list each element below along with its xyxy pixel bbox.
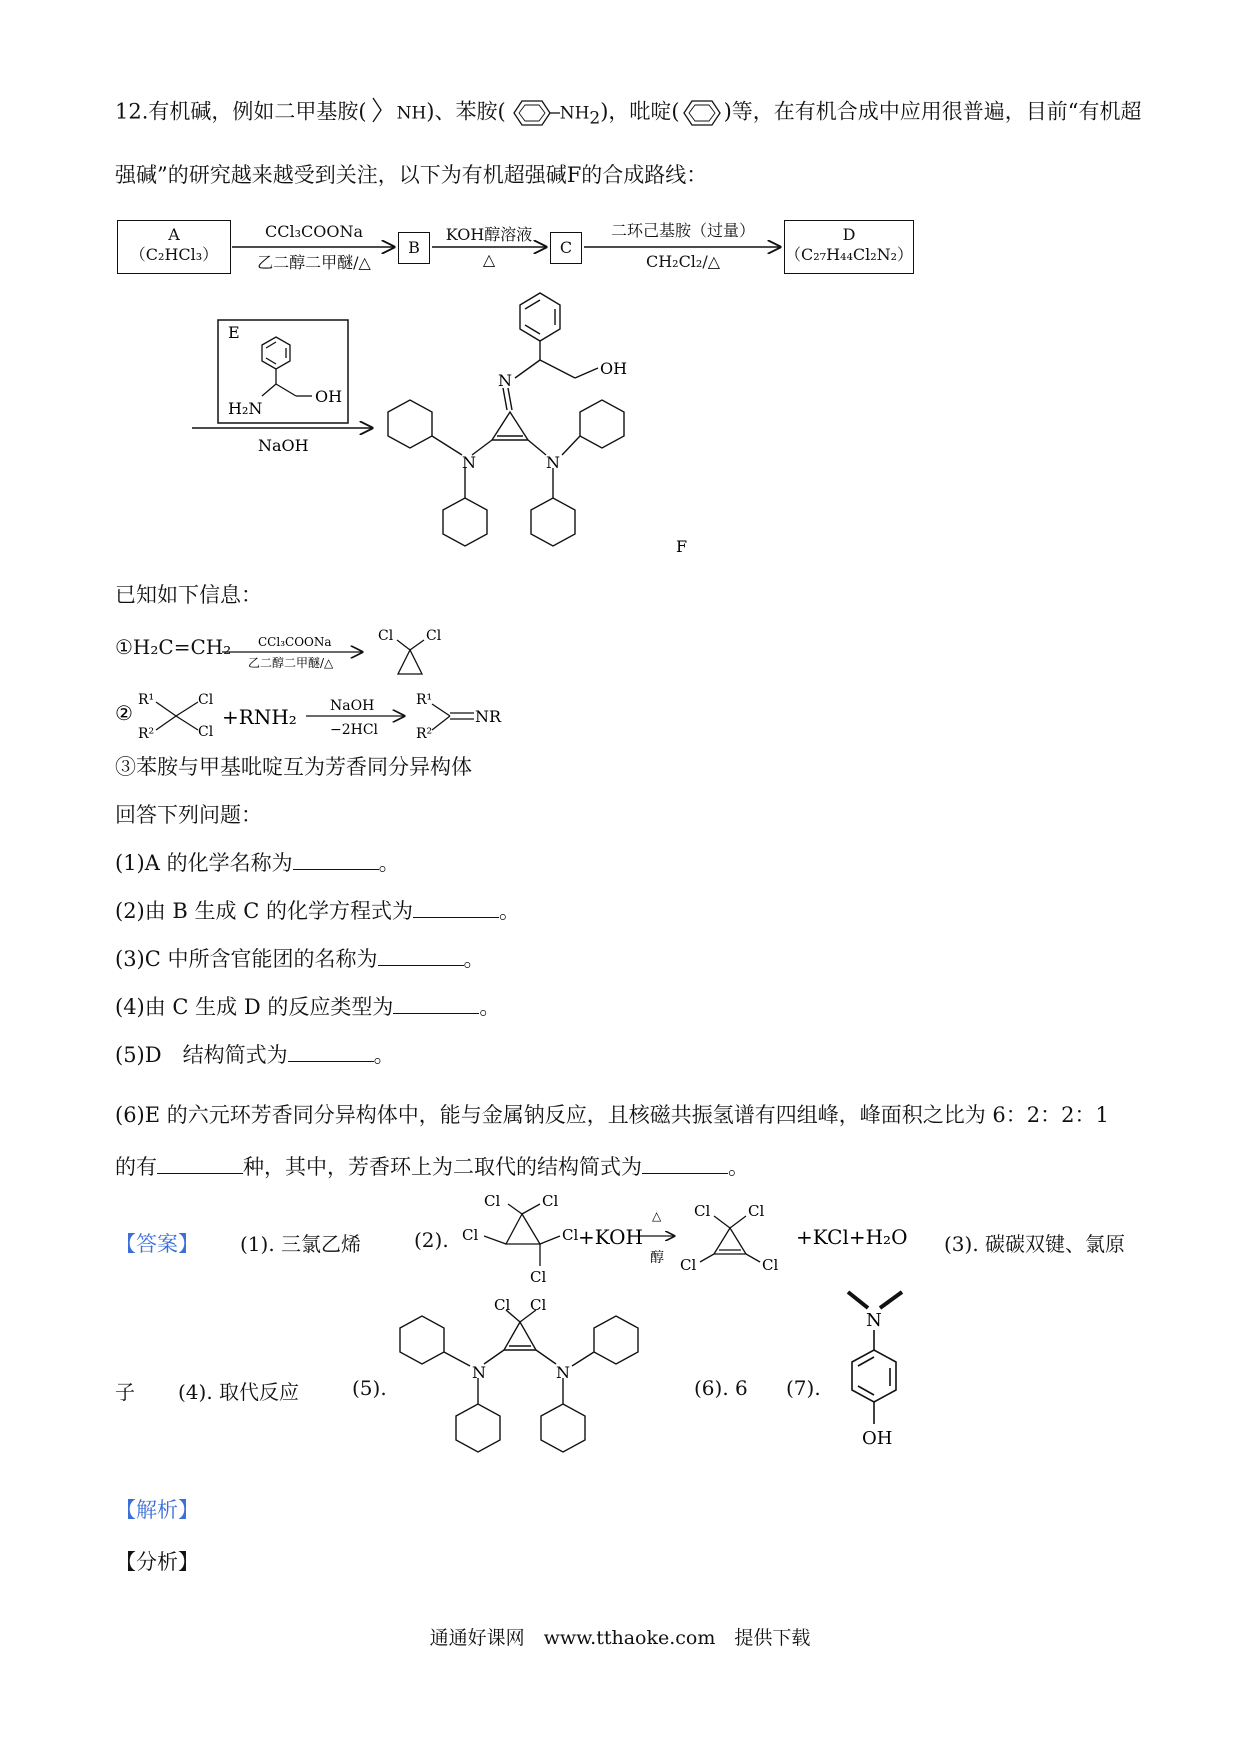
reaction2-product-r2: R² [416,726,433,742]
known-info-3: ③苯胺与甲基吡啶互为芳香同分异构体 [115,755,472,779]
reaction2-cl-1: Cl [198,692,214,708]
intro-text-a: 12.有机碱，例如二甲基胺( [115,99,367,124]
question-6b-text-2: 种，其中，芳香环上为二取代的结构简式为 [243,1155,642,1179]
question-5-text: (5)D 结构简式为 [115,1043,288,1067]
intro-text-b: )、苯胺( [426,99,506,124]
compound-F-left-n: N [462,453,476,472]
reaction1-cond-top: CCl₃COONa [258,635,332,649]
reaction2-cond-top: NaOH [330,698,375,714]
question-2-text: (2)由 B 生成 C 的化学方程式为 [115,899,413,923]
compound-B-box: B [398,232,430,264]
known-title: 已知如下信息： [115,583,262,607]
compound-E-nh2: H₂N [228,399,263,418]
cond1-bottom: 乙二醇二甲醚/△ [257,253,371,272]
a2p-cl-1: Cl [694,1202,711,1220]
question-3-end: 。 [463,947,485,971]
compound-F-right-n: N [546,453,560,472]
reaction1-cl-2: Cl [426,628,442,644]
cond3-top: 二环己基胺（过量） [610,221,755,240]
a2-cl-5: Cl [530,1268,547,1286]
compound-D-formula: （C₂₇H₄₄Cl₂N₂） [785,245,914,264]
reaction2-rnh2: +RNH₂ [222,705,297,729]
a2p-cl-4: Cl [762,1256,779,1274]
answer-6: (6). 6 [694,1376,748,1400]
cond1-top: CCl₃COONa [264,222,364,241]
a5-cl-1: Cl [494,1296,511,1314]
question-2-end: 。 [498,899,520,923]
question-6b-end: 。 [728,1155,749,1179]
reaction2-r2: R² [138,726,155,742]
questions-title: 回答下列问题： [115,803,262,827]
cond4-bottom: NaOH [258,436,309,455]
answer-3-cont: 子 [115,1380,135,1404]
a7-oh: OH [862,1428,893,1449]
cond3-bottom: CH₂Cl₂/△ [645,252,721,271]
question-1-text: (1)A 的化学名称为 [115,851,293,875]
answer-4: (4). 取代反应 [178,1380,300,1404]
compound-D-label: D [842,225,856,244]
analysis-sub-label: 【分析】 [115,1550,199,1574]
a7-n: N [866,1310,882,1331]
answer-3: (3). 碳碳双键、氯原 [944,1232,1126,1256]
reaction2-r1: R¹ [138,692,155,708]
answer-label: 【答案】 [115,1232,199,1256]
a5-left-n: N [472,1363,486,1382]
reaction2-product-r1: R¹ [416,692,433,708]
reaction2-num: ② [115,701,133,725]
answer-7-label: (7). [786,1376,821,1400]
reaction1-cond-bottom: 乙二醇二甲醚/△ [248,656,334,670]
answer-1: (1). 三氯乙烯 [240,1232,362,1256]
answer-2-label: (2). [414,1228,449,1252]
intro-text-d: )等，在有机合成中应用很普遍，目前“有机超 [723,99,1142,124]
a2-cl-4: Cl [562,1226,579,1244]
a2-plus-kcl: +KCl+H₂O [796,1225,908,1249]
answer-5-label: (5). [352,1376,387,1400]
question-5-end: 。 [373,1043,395,1067]
cond2-bottom: △ [482,250,496,269]
cond2-top: KOH醇溶液 [445,225,533,244]
reaction1-cl-1: Cl [378,628,394,644]
question-4-end: 。 [479,995,501,1019]
analysis-label: 【解析】 [115,1498,199,1522]
compound-F-label: F [676,537,688,556]
reaction1-reactant: ①H₂C=CH₂ [115,635,232,659]
reaction2-cond-bottom: −2HCl [330,722,379,738]
a5-cl-2: Cl [530,1296,547,1314]
compound-F-imine-n: N [498,371,512,390]
a2-cl-2: Cl [542,1192,559,1210]
compound-E-label: E [228,323,240,342]
a2p-cl-2: Cl [748,1202,765,1220]
compound-F-oh: OH [600,359,628,378]
a5-right-n: N [556,1363,570,1382]
page-footer: 通通好课网 www.tthaoke.com 提供下载 [429,1627,811,1649]
question-6a: (6)E 的六元环芳香同分异构体中，能与金属钠反应，且核磁共振氢谱有四组峰，峰面积之比为 6：2：2：1 [115,1103,1109,1127]
compound-A-formula: （C₂HCl₃） [129,245,219,264]
question-line-2: 强碱”的研究越来越受到关注，以下为有机超强碱F的合成路线： [115,163,708,187]
a2-plus-koh: +KOH [578,1225,643,1249]
reaction2-nr: NR [475,707,502,726]
a2-cl-3: Cl [462,1226,479,1244]
a2p-cl-3: Cl [680,1256,697,1274]
nh-label: NH [396,103,427,124]
nh2-subscript: 2 [589,108,601,129]
a2-delta: △ [652,1209,662,1223]
compound-A-label: A [168,225,180,244]
nh2-label: NH [559,103,590,124]
intro-text-c: )，吡啶( [600,99,680,124]
question-3-text: (3)C 中所含官能团的名称为 [115,947,378,971]
question-6b-text-1: 的有 [115,1155,157,1179]
compound-E-oh: OH [315,387,343,406]
reaction2-cl-2: Cl [198,724,214,740]
question-4-text: (4)由 C 生成 D 的反应类型为 [115,995,394,1019]
a2-alcohol: 醇 [650,1250,664,1266]
a2-cl-1: Cl [484,1192,501,1210]
question-1-end: 。 [378,851,400,875]
compound-C-box: C [550,232,582,264]
